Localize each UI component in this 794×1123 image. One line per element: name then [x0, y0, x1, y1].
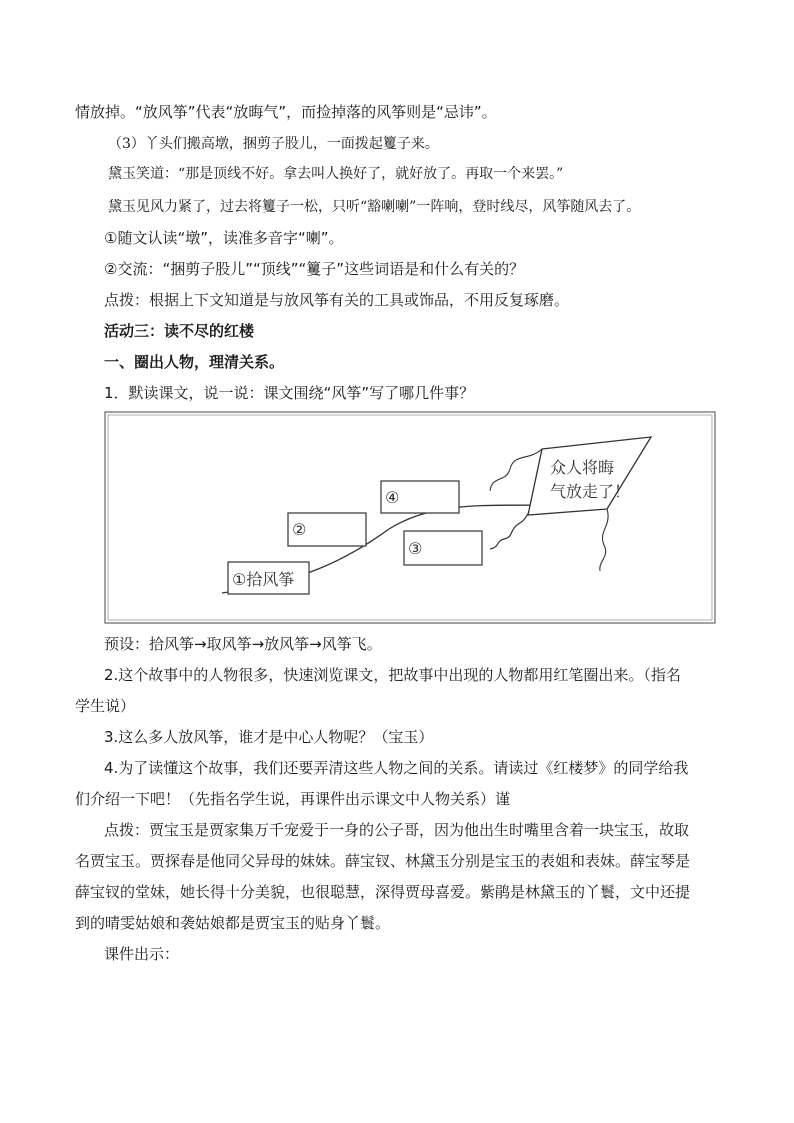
- quote-line-1: （3）丫头们搬高墩，捆剪子股儿，一面拨起籰子来。: [108, 136, 439, 152]
- character-tip-line-4: 到的晴雯姑娘和袭姑娘都是贾宝玉的贴身丫鬟。: [75, 914, 391, 932]
- question-4-line-2: 们介绍一下吧！（先指名学生说，再课件出示课文中人物关系）谨: [75, 790, 511, 808]
- event-box-3-label: ③: [408, 539, 423, 558]
- question-3: 3.这么多人放风筝，谁才是中心人物呢？（宝玉）: [104, 728, 434, 746]
- question-2-line-1: 2.这个故事中的人物很多，快速浏览课文，把故事中出现的人物都用红笔圈出来。（指名: [104, 666, 681, 684]
- paragraph-intro-end: 情放掉。“放风筝”代表“放晦气”，而捡掉落的风筝则是“忌讳”。: [75, 103, 497, 121]
- question-2-line-2: 学生说）: [75, 697, 136, 715]
- question-4-line-1: 4.为了读懂这个故事，我们还要弄清这些人物之间的关系。请读过《红楼梦》的同学给我: [104, 759, 689, 777]
- character-tip-line-3: 薛宝钗的堂妹，她长得十分美貌，也很聪慧，深得贾母喜爱。紫鹃是林黛玉的丫鬟，文中还提: [75, 883, 691, 901]
- section-heading: 一、圈出人物，理清关系。: [104, 353, 285, 371]
- task-read-words: ①随文认读“墩”，读准多音字“喇”。: [104, 229, 344, 247]
- event-box-2-label: ②: [292, 520, 307, 539]
- activity-heading: 活动三：读不尽的红楼: [104, 322, 255, 340]
- quote-line-2: 黛玉笑道：“那是顶线不好。拿去叫人换好了，就好放了。再取一个来罢。”: [108, 166, 564, 182]
- preset-answer: 预设：拾风筝→取风筝→放风筝→风筝飞。: [104, 635, 382, 653]
- question-1: 1．默读课文，说一说：课文围绕“风筝”写了哪几件事？: [104, 384, 475, 402]
- quote-line-3: 黛玉见风力紧了，过去将籰子一松，只听“豁喇喇”一阵响，登时线尽，风筝随风去了。: [108, 199, 641, 215]
- task-discuss: ②交流：“捆剪子股儿”“顶线”“籰子”这些词语是和什么有关的？: [104, 260, 525, 278]
- character-tip-line-2: 名贾宝玉。贾探春是他同父异母的妹妹。薛宝钗、林黛玉分别是宝玉的表姐和表妹。薛宝琴是: [75, 852, 691, 870]
- event-box-4-label: ④: [385, 488, 400, 507]
- kite-text-line-2: 气放走了！: [550, 482, 631, 501]
- tip-paragraph: 点拨：根据上下文知道是与放风筝有关的工具或饰品，不用反复琢磨。: [104, 291, 570, 309]
- character-tip-line-1: 点拨：贾宝玉是贾家集万千宠爱于一身的公子哥，因为他出生时嘴里含着一块宝玉，故取: [104, 821, 690, 839]
- kite-story-diagram: [104, 411, 716, 624]
- courseware-label: 课件出示：: [104, 945, 180, 963]
- kite-text-line-1: 众人将晦: [550, 458, 615, 477]
- event-box-1-label: ①拾风筝: [232, 570, 295, 589]
